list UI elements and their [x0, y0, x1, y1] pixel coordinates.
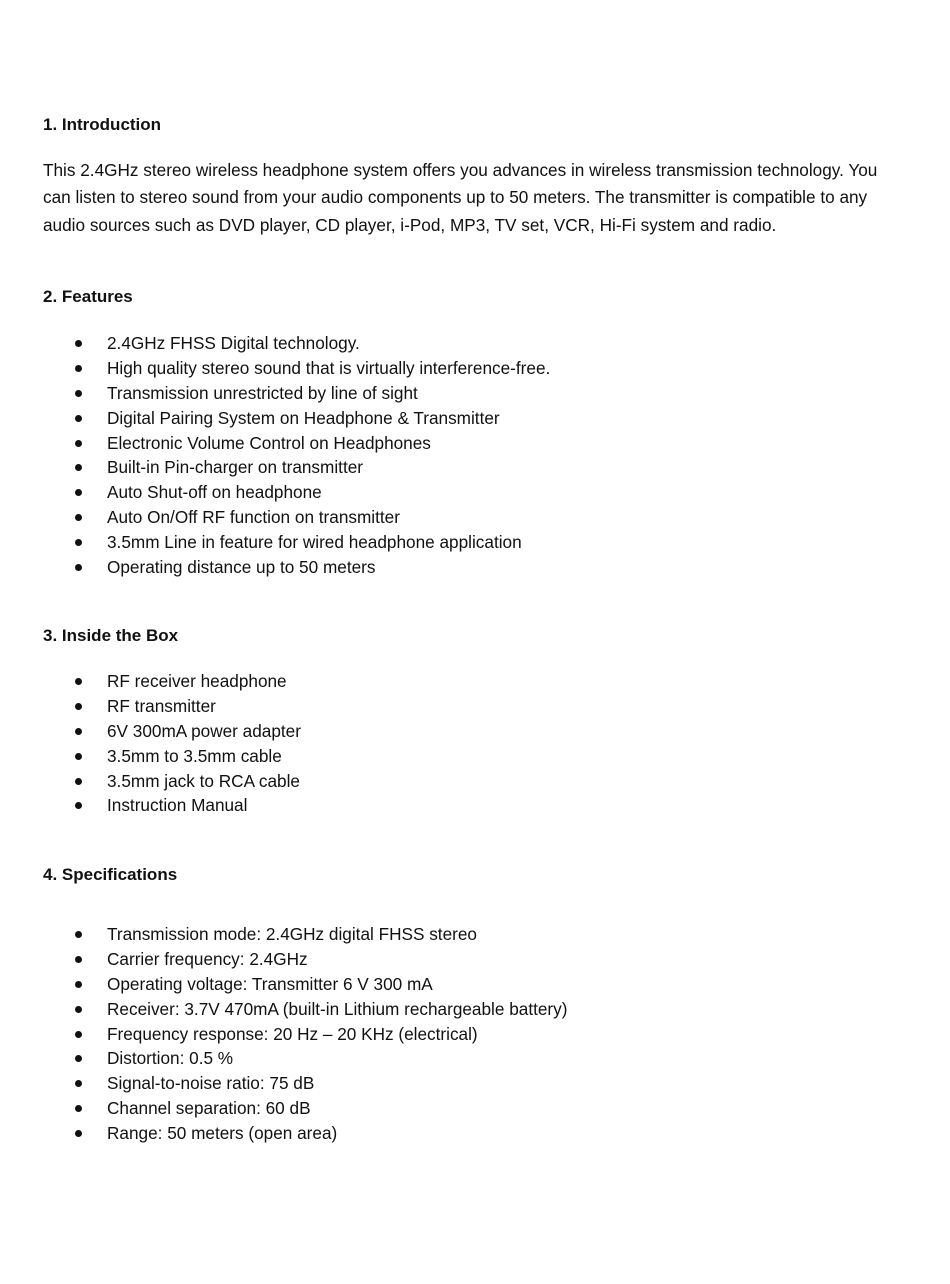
bullet-icon	[75, 440, 82, 447]
list-item	[0, 972, 567, 997]
list-item	[0, 381, 550, 406]
list-item-text: 3.5mm to 3.5mm cable	[107, 745, 282, 766]
list-item	[0, 530, 550, 555]
list-item-text: High quality stereo sound that is virtually interference-free.	[107, 357, 551, 378]
list-item	[0, 331, 550, 356]
bullet-icon	[75, 340, 82, 347]
list-item-text: Operating voltage: Transmitter 6 V 300 mA	[107, 973, 433, 994]
bullet-icon	[75, 753, 82, 760]
specifications-list	[0, 922, 567, 1146]
features-heading: 2. Features	[43, 287, 133, 306]
list-item	[0, 1071, 567, 1096]
bullet-icon	[75, 489, 82, 496]
list-item-text: 3.5mm jack to RCA cable	[107, 770, 300, 791]
list-item-text: Carrier frequency: 2.4GHz	[107, 948, 308, 969]
introduction-heading: 1. Introduction	[43, 115, 162, 134]
bullet-icon	[75, 564, 82, 571]
bullet-icon	[75, 1080, 82, 1087]
list-item	[0, 1046, 567, 1071]
list-item	[0, 769, 301, 794]
bullet-icon	[75, 390, 82, 397]
list-item	[0, 719, 301, 744]
list-item	[0, 922, 567, 947]
list-item-text: Auto On/Off RF function on transmitter	[107, 507, 400, 528]
list-item-text: 3.5mm Line in feature for wired headphone application	[107, 532, 522, 553]
list-item-text: Distortion: 0.5 %	[107, 1048, 234, 1069]
list-item-text: Range: 50 meters (open area)	[107, 1123, 338, 1144]
list-item	[0, 480, 550, 505]
bullet-icon	[75, 931, 82, 938]
bullet-icon	[75, 415, 82, 422]
list-item	[0, 505, 550, 530]
list-item	[0, 356, 550, 381]
list-item-text: Electronic Volume Control on Headphones	[107, 432, 431, 453]
list-item	[0, 406, 550, 431]
list-item	[0, 431, 550, 456]
bullet-icon	[75, 1031, 82, 1038]
list-item-text: Auto Shut-off on headphone	[107, 482, 322, 503]
list-item-text: RF transmitter	[107, 695, 216, 716]
list-item-text: RF receiver headphone	[107, 671, 287, 691]
inside-box-list	[0, 669, 301, 818]
bullet-icon	[75, 365, 82, 372]
list-item	[0, 793, 301, 818]
bullet-icon	[75, 802, 82, 809]
bullet-icon	[75, 1130, 82, 1137]
list-item-text: Digital Pairing System on Headphone & Transmitter	[107, 407, 500, 428]
list-item	[0, 947, 567, 972]
list-item-text: Frequency response: 20 Hz – 20 KHz (electrical)	[107, 1023, 478, 1044]
bullet-icon	[75, 1006, 82, 1013]
list-item-text: Signal-to-noise ratio: 75 dB	[107, 1073, 315, 1094]
list-item-text: Transmission unrestricted by line of sight	[107, 382, 418, 403]
specifications-heading: 4. Specifications	[43, 865, 178, 884]
list-item-text: Channel separation: 60 dB	[107, 1098, 311, 1119]
list-item-text: Transmission mode: 2.4GHz digital FHSS stereo	[107, 924, 477, 944]
bullet-icon	[75, 514, 82, 521]
bullet-icon	[75, 464, 82, 471]
list-item-text: 6V 300mA power adapter	[107, 720, 301, 741]
bullet-icon	[75, 981, 82, 988]
bullet-icon	[75, 1055, 82, 1062]
list-item	[0, 744, 301, 769]
list-item	[0, 1022, 567, 1047]
features-list	[0, 331, 550, 580]
list-item	[0, 455, 550, 480]
bullet-icon	[75, 678, 82, 685]
list-item-text: Operating distance up to 50 meters	[107, 557, 376, 578]
list-item-text: Instruction Manual	[107, 795, 248, 816]
bullet-icon	[75, 728, 82, 735]
bullet-icon	[75, 956, 82, 963]
inside-box-heading: 3. Inside the Box	[43, 626, 179, 645]
bullet-icon	[75, 703, 82, 710]
list-item	[0, 1096, 567, 1121]
list-item	[0, 694, 301, 719]
list-item-text: 2.4GHz FHSS Digital technology.	[107, 333, 360, 353]
list-item	[0, 1121, 567, 1146]
list-item-text: Built-in Pin-charger on transmitter	[107, 457, 363, 478]
bullet-icon	[75, 1105, 82, 1112]
list-item	[0, 997, 567, 1022]
list-item-text: Receiver: 3.7V 470mA (built-in Lithium rechargeable battery)	[107, 998, 568, 1019]
bullet-icon	[75, 778, 82, 785]
introduction-paragraph: This 2.4GHz stereo wireless headphone system offers you advances in wireless transmission technology. You can listen to stereo sound from your audio components up to 50 meters. The transmitter is compatible to any audio sources such as DVD player, CD player, i-Pod, MP3, TV set, VCR, Hi-Fi system and radio.	[43, 160, 878, 235]
bullet-icon	[75, 539, 82, 546]
list-item	[0, 669, 301, 694]
list-item	[0, 555, 550, 580]
